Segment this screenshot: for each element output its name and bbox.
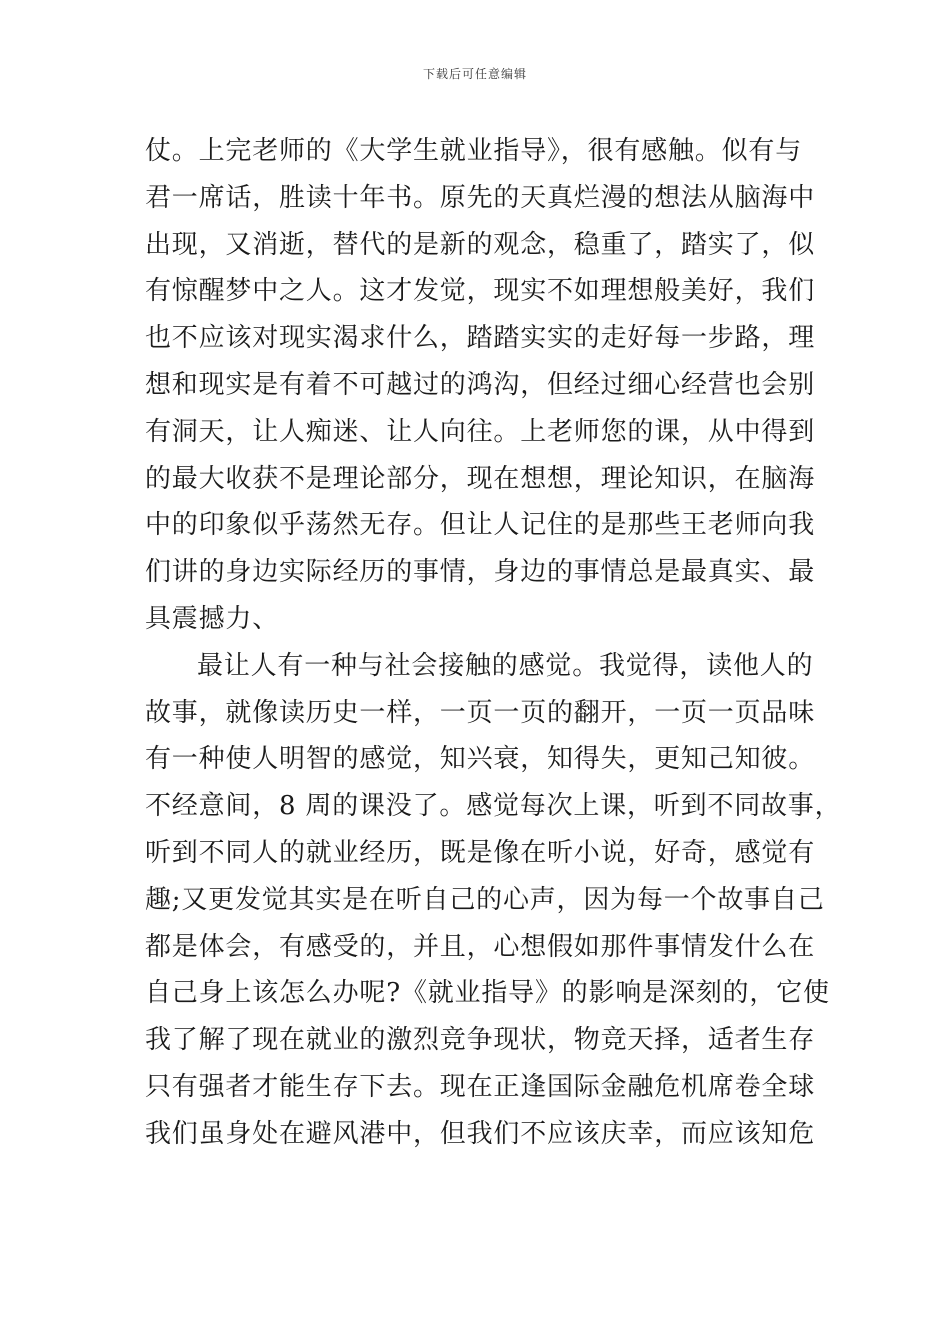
text-line: 我了解了现在就业的激烈竞争现状，物竞天择，适者生存 (145, 1025, 816, 1056)
text-line: 不经意间，8 周的课没了。感觉每次上课，听到不同故事， (145, 791, 842, 822)
text-line: 仗。上完老师的《大学生就业指导》，很有感触。似有与 (145, 136, 803, 166)
page-header: 下载后可任意编辑 (422, 67, 527, 81)
text-line: 只有强者才能生存下去。现在正逢国际金融危机席卷全球 (145, 1071, 816, 1102)
text-line: 具震撼力、 (145, 603, 280, 634)
text-line: 都是体会，有感受的，并且，心想假如那件事情发什么在 (145, 931, 816, 962)
text-line: 我们虽身处在避风港中，但我们不应该庆幸，而应该知危 (145, 1118, 816, 1149)
text-line: 们讲的身边实际经历的事情，身边的事情总是最真实、最 (145, 557, 816, 588)
paragraph-start-line: 最让人有一种与社会接触的感觉。我觉得，读他人的 (197, 650, 814, 681)
text-line: 有一种使人明智的感觉，知兴衰，知得失，更知己知彼。 (145, 744, 816, 775)
text-line: 也不应该对现实渴求什么，踏踏实实的走好每一步路，理 (145, 323, 816, 354)
text-line: 趣;又更发觉其实是在听自己的心声，因为每一个故事自己 (145, 884, 825, 915)
text-line: 出现，又消逝，替代的是新的观念，稳重了，踏实了，似 (145, 229, 816, 260)
text-line: 自己身上该怎么办呢?《就业指导》的影响是深刻的，它使 (145, 978, 830, 1009)
text-line: 中的印象似乎荡然无存。但让人记住的是那些王老师向我 (145, 510, 816, 541)
text-line: 故事，就像读历史一样，一页一页的翻开，一页一页品味 (145, 697, 816, 728)
text-line: 想和现实是有着不可越过的鸿沟，但经过细心经营也会别 (145, 369, 816, 400)
text-line: 有洞天，让人痴迷、让人向往。上老师您的课，从中得到 (145, 416, 816, 447)
text-line: 的最大收获不是理论部分，现在想想，理论知识，在脑海 (145, 463, 816, 494)
text-line: 君一席话，胜读十年书。原先的天真烂漫的想法从脑海中 (145, 182, 816, 213)
text-line: 有惊醒梦中之人。这才发觉，现实不如理想般美好，我们 (145, 276, 816, 307)
document-body (145, 128, 842, 1158)
text-line: 听到不同人的就业经历，既是像在听小说，好奇，感觉有 (145, 837, 816, 868)
